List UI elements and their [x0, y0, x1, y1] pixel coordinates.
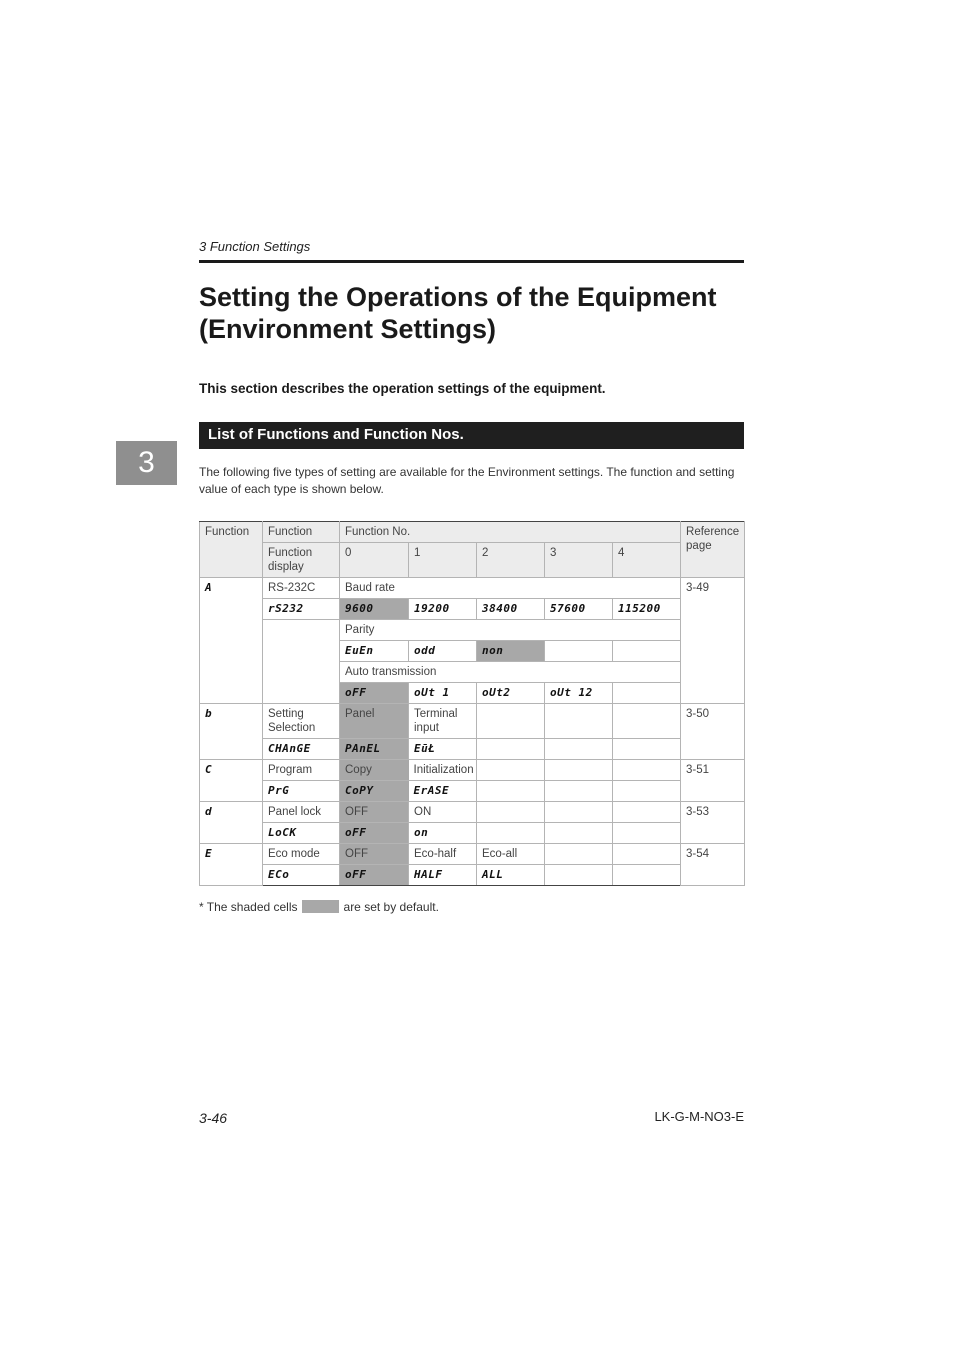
function-code-d: d [200, 802, 263, 844]
program-empty-3 [545, 760, 613, 781]
function-name-d: Panel lock [263, 802, 340, 823]
baud-value-1: 19200 [409, 599, 477, 620]
baud-value-4: 115200 [613, 599, 681, 620]
setting-value-empty-4 [613, 739, 681, 760]
function-code-b: b [200, 704, 263, 760]
table-row [200, 760, 745, 781]
section-heading-bar [199, 422, 744, 449]
lock-empty-2 [477, 802, 545, 823]
program-value-empty-3 [545, 781, 613, 802]
parity-value-1: odd [409, 641, 477, 662]
function-code-c: C [200, 760, 263, 802]
function-code-e: E [200, 844, 263, 886]
function-display-d: LoCK [263, 823, 340, 844]
header-function-display: Function display [263, 543, 340, 578]
program-empty-2 [477, 760, 545, 781]
lock-value-0: oFF [340, 823, 409, 844]
reference-page-b: 3-50 [681, 704, 745, 760]
lock-value-empty-3 [545, 823, 613, 844]
parity-empty-4 [613, 641, 681, 662]
eco-label-2: Eco-all [477, 844, 545, 865]
header-num-2: 2 [477, 543, 545, 578]
program-value-0: CoPY [340, 781, 409, 802]
lock-empty-3 [545, 802, 613, 823]
header-num-4: 4 [613, 543, 681, 578]
eco-empty-3 [545, 844, 613, 865]
parity-value-0: EuEn [340, 641, 409, 662]
reference-page-a: 3-49 [681, 578, 745, 704]
auto-value-3: oUt 12 [545, 683, 613, 704]
page-number: 3-46 [199, 1110, 228, 1126]
eco-value-empty-3 [545, 865, 613, 886]
function-code-a: A [200, 578, 263, 704]
function-name-e: Eco mode [263, 844, 340, 865]
lock-label-0: OFF [340, 802, 409, 823]
lock-label-1: ON [409, 802, 477, 823]
table-row [200, 781, 745, 802]
setting-value-0: PAnEL [340, 739, 409, 760]
table-row [200, 739, 745, 760]
auto-value-0: oFF [340, 683, 409, 704]
lock-value-empty-4 [613, 823, 681, 844]
function-display-e: ECo [263, 865, 340, 886]
eco-empty-4 [613, 844, 681, 865]
setting-value-empty-3 [545, 739, 613, 760]
function-name-b: Setting Selection [263, 704, 340, 739]
chapter-number: 3 [138, 446, 155, 479]
header-function: Function [200, 522, 263, 578]
function-table [199, 521, 745, 886]
auto-transmission-label: Auto transmission [340, 662, 681, 683]
footnote [199, 900, 439, 914]
function-name-a: RS-232C [263, 578, 340, 599]
auto-value-2: oUt2 [477, 683, 545, 704]
table-header-row [200, 522, 745, 543]
eco-value-0: oFF [340, 865, 409, 886]
eco-value-2: ALL [477, 865, 545, 886]
table-row [200, 620, 745, 641]
table-row [200, 704, 745, 739]
program-label-1: Initialization [409, 760, 477, 781]
eco-label-1: Eco-half [409, 844, 477, 865]
intro-paragraph: The following five types of setting are available for the Environment settings. The function and setting value of each type is shown below. [199, 465, 735, 496]
header-reference-page: Reference page [681, 522, 745, 578]
table-header-row [200, 543, 745, 578]
setting-value-empty-2 [477, 739, 545, 760]
baud-value-3: 57600 [545, 599, 613, 620]
parity-value-2: non [477, 641, 545, 662]
program-value-1: ErASE [409, 781, 477, 802]
header-num-0: 0 [340, 543, 409, 578]
parity-label: Parity [340, 620, 681, 641]
eco-value-1: HALF [409, 865, 477, 886]
page-title-line-1: Setting the Operations of the Equipment [199, 282, 717, 312]
table-row [200, 865, 745, 886]
document-code: LK-G-M-NO3-E [654, 1109, 744, 1124]
section-heading: List of Functions and Function Nos. [208, 426, 464, 443]
table-row [200, 844, 745, 865]
setting-label-1: Terminal input [409, 704, 477, 739]
table-row [200, 802, 745, 823]
eco-label-0: OFF [340, 844, 409, 865]
program-label-0: Copy [340, 760, 409, 781]
header-rule [199, 260, 744, 263]
setting-label-0: Panel [340, 704, 409, 739]
lead-text: This section describes the operation settings of the equipment. [199, 381, 606, 396]
program-empty-4 [613, 760, 681, 781]
program-value-empty-2 [477, 781, 545, 802]
header-function-no: Function No. [340, 522, 681, 543]
page-title [199, 281, 759, 345]
table-row [200, 823, 745, 844]
function-display-c: PrG [263, 781, 340, 802]
function-name-a-blank [263, 620, 340, 704]
auto-empty-4 [613, 683, 681, 704]
eco-value-empty-4 [613, 865, 681, 886]
page-title-line-2: (Environment Settings) [199, 314, 497, 344]
setting-empty-4 [613, 704, 681, 739]
table-row [200, 599, 745, 620]
program-value-empty-4 [613, 781, 681, 802]
running-head: 3 Function Settings [199, 239, 311, 254]
function-name-c: Program [263, 760, 340, 781]
reference-page-e: 3-54 [681, 844, 745, 886]
parity-empty-3 [545, 641, 613, 662]
lock-value-empty-2 [477, 823, 545, 844]
footnote-after: are set by default. [343, 900, 439, 914]
header-function-name: Function [263, 522, 340, 543]
table-row [200, 578, 745, 599]
baud-value-2: 38400 [477, 599, 545, 620]
shaded-cell-swatch [302, 900, 339, 913]
function-display-b: CHAnGE [263, 739, 340, 760]
auto-value-1: oUt 1 [409, 683, 477, 704]
baud-value-0: 9600 [340, 599, 409, 620]
reference-page-c: 3-51 [681, 760, 745, 802]
setting-value-1: EūŁ [409, 739, 477, 760]
reference-page-d: 3-53 [681, 802, 745, 844]
header-num-3: 3 [545, 543, 613, 578]
header-num-1: 1 [409, 543, 477, 578]
footnote-before: * The shaded cells [199, 900, 298, 914]
chapter-tab [116, 441, 177, 485]
lock-empty-4 [613, 802, 681, 823]
setting-empty-3 [545, 704, 613, 739]
lock-value-1: on [409, 823, 477, 844]
baud-rate-label: Baud rate [340, 578, 681, 599]
setting-empty-2 [477, 704, 545, 739]
function-display-a: rS232 [263, 599, 340, 620]
